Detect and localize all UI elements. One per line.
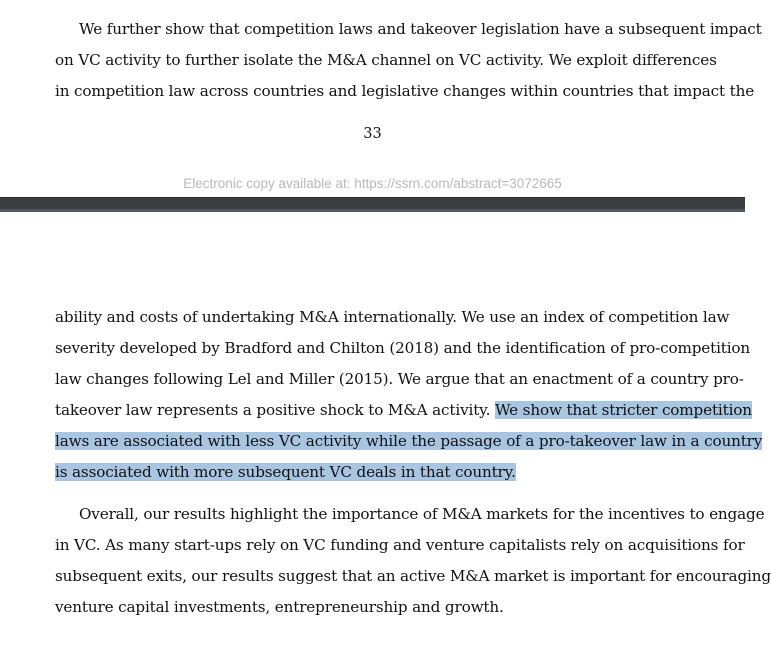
text-line: severity developed by Bradford and Chilton (2018) and the identification of pro-competition (55, 339, 751, 357)
highlighted-text[interactable]: is associated with more subsequent VC deals in that country. (55, 463, 516, 481)
text-line: subsequent exits, our results suggest that an active M&A market is important for encouraging (55, 567, 771, 585)
text-line: We further show that competition laws and takeover legislation have a subsequent impact (79, 20, 762, 38)
paragraph-highlighted (55, 302, 763, 488)
text-line (55, 426, 763, 457)
ssrn-footer-text: Electronic copy available at: https://ssrn.com/abstract=3072665 (183, 176, 562, 191)
text-line (55, 457, 688, 488)
text-line: Overall, our results highlight the importance of M&A markets for the incentives to engage (79, 505, 765, 523)
text-line: ability and costs of undertaking M&A internationally. We use an index of competition law (55, 308, 730, 326)
text-line-mixed (55, 395, 752, 426)
page-number: 33 (363, 126, 382, 142)
document-page-top (0, 0, 762, 197)
page-separator (0, 197, 745, 212)
text-line: law changes following Lel and Miller (2015). We argue that an enactment of a country pro- (55, 370, 744, 388)
paragraph-conclusion (55, 499, 771, 623)
text-segment: takeover law represents a positive shock to M&A activity. (55, 401, 495, 419)
text-line: in competition law across countries and legislative changes within countries that impact the (55, 82, 755, 100)
text-line: on VC activity to further isolate the M&A channel on VC activity. We exploit differences (55, 51, 717, 69)
text-line: venture capital investments, entrepreneurship and growth. (55, 598, 504, 616)
highlighted-text[interactable]: We show that stricter competition (494, 401, 752, 419)
highlighted-text[interactable]: laws are associated with less VC activity while the passage of a pro-takeover law in a country (55, 432, 763, 450)
text-line: in VC. As many start-ups rely on VC funding and venture capitalists rely on acquisitions for (55, 536, 745, 554)
paragraph-continuation (55, 14, 762, 107)
